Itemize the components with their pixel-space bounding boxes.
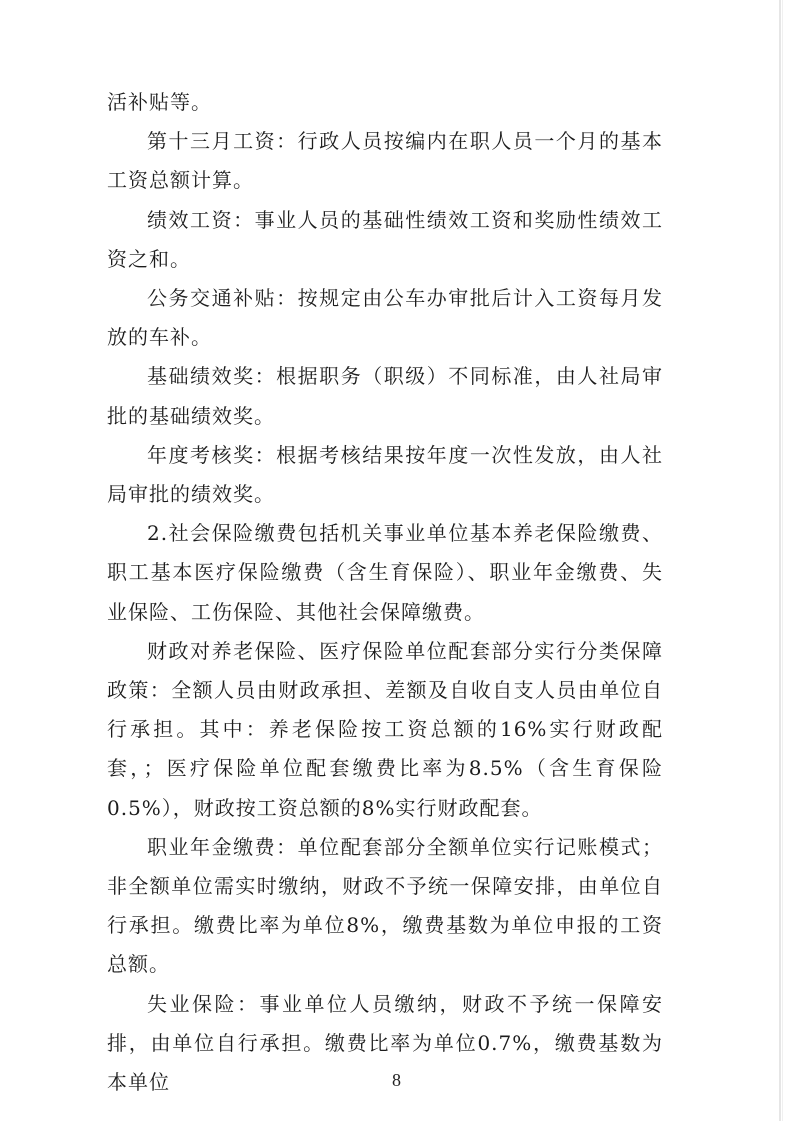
page-number: 8 bbox=[392, 1070, 401, 1090]
scan-edge-line-inner bbox=[782, 0, 783, 1121]
paragraph-basic-performance-bonus: 基础绩效奖：根据职务（职级）不同标准，由人社局审批的基础绩效奖。 bbox=[107, 364, 663, 428]
paragraph-annual-assessment-bonus: 年度考核奖：根据考核结果按年度一次性发放，由人社局审批的绩效奖。 bbox=[107, 442, 663, 507]
paragraph-performance-salary: 绩效工资：事业人员的基础性绩效工资和奖励性绩效工资之和。 bbox=[107, 207, 663, 271]
paragraph-pension-medical-policy: 财政对养老保险、医疗保险单位配套部分实行分类保障政策：全额人员由财政承担、差额及自收自支人员由单位自行承担。其中：养老保险按工资总额的16%实行财政配套，；医疗保险单位配套缴费比率为8.5%（含生育保险0.5%），财政按工资总额的8%实行财政配套。 bbox=[107, 638, 663, 820]
paragraph-thirteenth-month-salary: 第十三月工资：行政人员按编内在职人员一个月的基本工资总额计算。 bbox=[107, 129, 663, 193]
paragraph-living-subsidy-continued: 活补贴等。 bbox=[107, 90, 212, 114]
document-body bbox=[107, 83, 663, 1102]
scan-edge-line bbox=[779, 0, 781, 1121]
paragraph-unemployment-insurance: 失业保险：事业单位人员缴纳，财政不予统一保障安排，由单位自行承担。缴费比率为单位0.7%，缴费基数为本单位 bbox=[107, 991, 663, 1095]
paragraph-transport-subsidy: 公务交通补贴：按规定由公车办审批后计入工资每月发放的车补。 bbox=[107, 286, 663, 350]
paragraph-occupational-annuity: 职业年金缴费：单位配套部分全额单位实行记账模式；非全额单位需实时缴纳，财政不予统一保障安排，由单位自行承担。缴费比率为单位8%，缴费基数为单位申报的工资总额。 bbox=[107, 834, 663, 977]
paragraph-social-insurance: 2.社会保险缴费包括机关事业单位基本养老保险缴费、职工基本医疗保险缴费（含生育保险）、职业年金缴费、失业保险、工伤保险、其他社会保障缴费。 bbox=[107, 521, 663, 624]
